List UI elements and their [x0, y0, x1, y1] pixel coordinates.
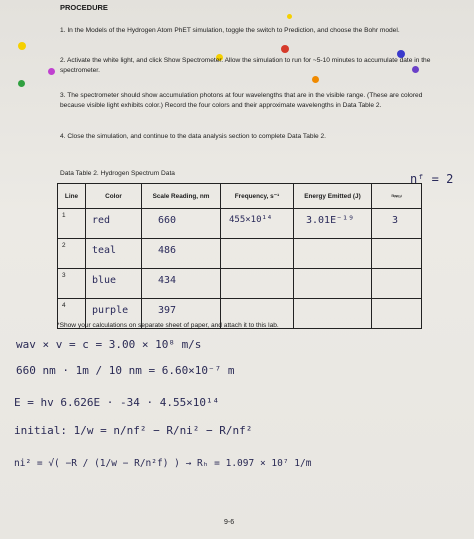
header-line: Line — [58, 184, 86, 209]
header-ninitial: nᵢₙᵢₜᵢₐₗ — [372, 184, 422, 209]
procedure-step-4: 4. Close the simulation, and continue to the data analysis section to complete Data Table 2. — [60, 133, 326, 140]
cell-frequency: 455×10¹⁴ — [221, 209, 294, 239]
glare-dot-icon — [18, 80, 25, 87]
cell-scale: 486 — [142, 239, 221, 269]
cell-ninitial: 3 — [372, 209, 422, 239]
header-frequency: Frequency, s⁻¹ — [221, 184, 294, 209]
cell-line: 2 — [58, 239, 86, 269]
table-row — [58, 269, 422, 299]
page-number: 9-6 — [224, 519, 235, 526]
header-energy: Energy Emitted (J) — [294, 184, 372, 209]
header-color: Color — [86, 184, 142, 209]
handwritten-work-line-1: wav × v = c = 3.00 × 10⁸ m/s — [16, 338, 202, 351]
cell-frequency — [221, 239, 294, 269]
glare-dot-icon — [312, 76, 319, 83]
cell-energy — [294, 269, 372, 299]
nf-note: nᶠ = 2 — [410, 172, 454, 186]
cell-line: 1 — [58, 209, 86, 239]
cell-color: red — [86, 209, 142, 239]
cell-energy — [294, 299, 372, 329]
handwritten-work-line-2: 660 nm · 1m / 10 nm = 6.60×10⁻⁷ m — [16, 364, 235, 377]
glare-dot-icon — [287, 14, 292, 19]
table-title: Data Table 2. Hydrogen Spectrum Data — [60, 170, 175, 177]
calculation-footnote: *Show your calculations on separate sheet of paper, and attach it to this lab. — [57, 322, 279, 329]
cell-line: 3 — [58, 269, 86, 299]
glare-dot-icon — [18, 42, 26, 50]
table-header-row — [58, 184, 422, 209]
cell-ninitial — [372, 299, 422, 329]
handwritten-work-line-5: ni² = √( −R / (1/w − R/n²f) ) → Rₕ = 1.097 × 10⁷ 1/m — [14, 458, 312, 469]
glare-dot-icon — [48, 68, 55, 75]
glare-dot-icon — [281, 45, 289, 53]
table-row — [58, 239, 422, 269]
cell-color: blue — [86, 269, 142, 299]
cell-color: teal — [86, 239, 142, 269]
procedure-step-3: 3. The spectrometer should show accumulation photons at four wavelengths that are in the visible range. (These are colored because visible light exhibits color.) Record the four colors and their approximate wavelengths in Data Table 2. — [60, 92, 423, 109]
procedure-step-2: 2. Activate the white light, and click Show Spectrometer. Allow the simulation to run for ~5-10 minutes to accumulate date in the spectrometer. — [60, 57, 431, 74]
cell-ninitial — [372, 239, 422, 269]
cell-energy — [294, 239, 372, 269]
cell-scale: 660 — [142, 209, 221, 239]
cell-scale: 397 — [142, 299, 221, 329]
hydrogen-spectrum-table — [57, 183, 422, 329]
procedure-step-1: 1. In the Models of the Hydrogen Atom PhET simulation, toggle the switch to Prediction, and choose the Bohr model. — [60, 27, 400, 34]
cell-color: purple — [86, 299, 142, 329]
cell-scale: 434 — [142, 269, 221, 299]
procedure-heading: PROCEDURE — [60, 3, 108, 12]
handwritten-work-line-4: initial: 1/w = n/nf² − R/ni² − R/nf² — [14, 424, 253, 437]
header-scale: Scale Reading, nm — [142, 184, 221, 209]
handwritten-work-line-3: E = hv 6.626E · -34 · 4.55×10¹⁴ — [14, 396, 220, 409]
cell-ninitial — [372, 269, 422, 299]
cell-energy: 3.01E⁻¹⁹ — [294, 209, 372, 239]
cell-line: 4 — [58, 299, 86, 329]
table-row — [58, 209, 422, 239]
cell-frequency — [221, 269, 294, 299]
